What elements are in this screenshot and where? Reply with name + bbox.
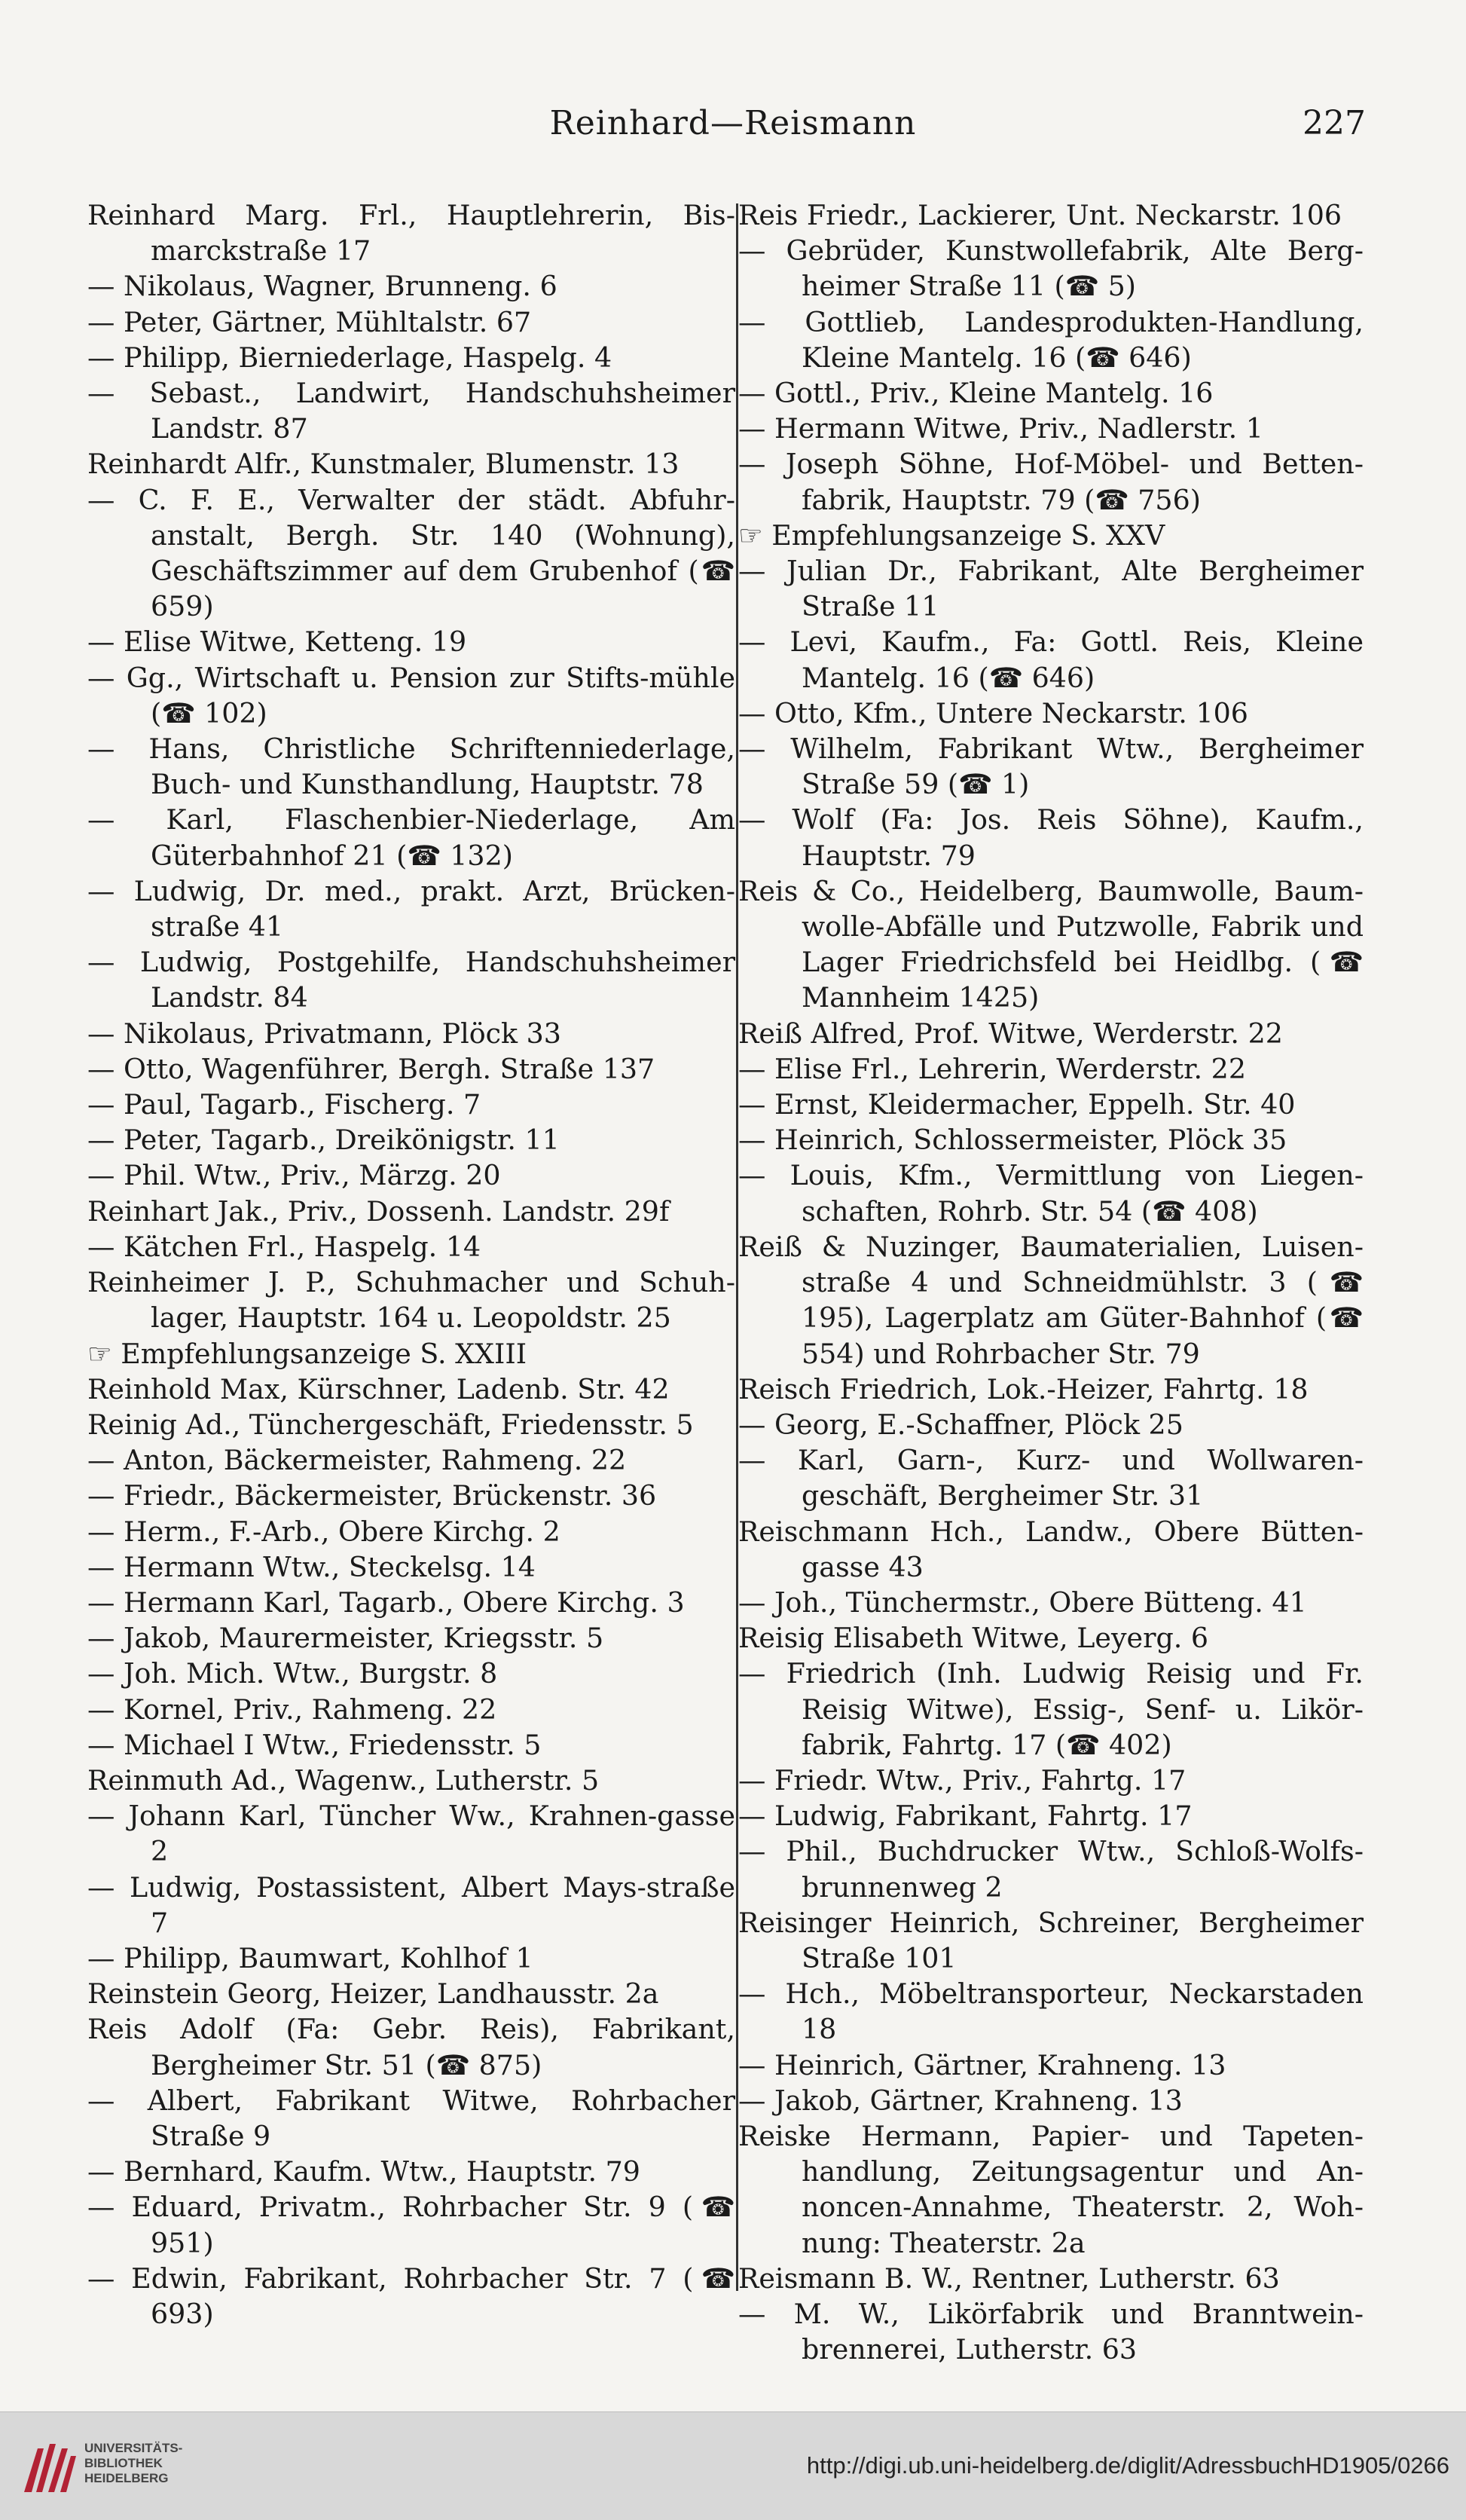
directory-entry: Reiske Hermann, Papier- und Tapeten-handlung, Zeitungsagentur und An-noncen-Annahme, Theaterstr. 2, Woh-nung: Theaterstr. 2a [738,2119,1364,2259]
directory-entry: — Wolf (Fa: Jos. Reis Söhne), Kaufm., Hauptstr. 79 [738,803,1364,872]
directory-entry: — Karl, Flaschenbier-Niederlage, Am Güterbahnhof 21 (☎ 132) [87,803,735,872]
directory-entry: Reischmann Hch., Landw., Obere Bütten-gasse 43 [738,1515,1364,1583]
directory-entry: — Joseph Söhne, Hof-Möbel- und Betten-fabrik, Hauptstr. 79 (☎ 756) [738,448,1364,516]
directory-entry: — Friedr. Wtw., Priv., Fahrtg. 17 [738,1763,1187,1797]
directory-entry: Reis Adolf (Fa: Gebr. Reis), Fabrikant, Bergheimer Str. 51 (☎ 875) [87,2013,735,2081]
right-column [738,197,1364,2367]
directory-entry: — Johann Karl, Tüncher Ww., Krahnen-gasse 2 [87,1800,735,1868]
directory-entry: — Joh. Mich. Wtw., Burgstr. 8 [87,1657,498,1690]
directory-entry: Reinheimer J. P., Schuhmacher und Schuh-lager, Hauptstr. 164 u. Leopoldstr. 25 [87,1266,735,1335]
directory-entry: Reis & Co., Heidelberg, Baumwolle, Baum-wolle-Abfälle und Putzwolle, Fabrik und Lager Friedrichsfeld bei Heidlbg. (☎ Mannheim 1425) [738,874,1364,1014]
directory-entry: — Phil. Wtw., Priv., Märzg. 20 [87,1159,501,1192]
directory-entry: — Otto, Wagenführer, Bergh. Straße 137 [87,1052,655,1085]
directory-entry: — Friedrich (Inh. Ludwig Reisig und Fr. Reisig Witwe), Essig-, Senf- u. Likör-fabrik, Fahrtg. 17 (☎ 402) [738,1657,1364,1761]
directory-entry: — Herm., F.-Arb., Obere Kirchg. 2 [87,1515,560,1548]
directory-entry: — Louis, Kfm., Vermittlung von Liegen-schaften, Rohrb. Str. 54 (☎ 408) [738,1159,1364,1228]
directory-entry: — Nikolaus, Wagner, Brunneng. 6 [87,270,557,303]
directory-entry: Reinhart Jak., Priv., Dossenh. Landstr. 29f [87,1194,670,1228]
directory-entry: — Jakob, Gärtner, Krahneng. 13 [738,2084,1183,2117]
directory-entry: — Gottl., Priv., Kleine Mantelg. 16 [738,377,1214,410]
directory-entry: Reinhard Marg. Frl., Hauptlehrerin, Bis-marckstraße 17 [87,199,735,268]
directory-entry: — Julian Dr., Fabrikant, Alte Bergheimer Straße 11 [738,555,1364,623]
page-number: 227 [1303,104,1366,142]
directory-entry: Reisinger Heinrich, Schreiner, Bergheimer Straße 101 [738,1906,1364,1974]
running-title: Reinhard—Reismann [549,104,917,142]
directory-entry: Reinstein Georg, Heizer, Landhausstr. 2a [87,1977,659,2011]
directory-entry: — Elise Frl., Lehrerin, Werderstr. 22 [738,1052,1246,1085]
directory-entry: — Heinrich, Gärtner, Krahneng. 13 [738,2048,1226,2081]
directory-entry: — Ernst, Kleidermacher, Eppelh. Str. 40 [738,1088,1296,1121]
directory-entry: — Heinrich, Schlossermeister, Plöck 35 [738,1124,1287,1157]
directory-entry: — C. F. E., Verwalter der städt. Abfuhr-anstalt, Bergh. Str. 140 (Wohnung), Geschäftszimmer auf dem Grubenhof (☎ 659) [87,483,735,623]
directory-entry: — Otto, Kfm., Untere Neckarstr. 106 [738,696,1248,729]
directory-entry: — Edwin, Fabrikant, Rohrbacher Str. 7 (☎ 693) [87,2262,735,2330]
directory-entry: — Ludwig, Dr. med., prakt. Arzt, Brücken-straße 41 [87,874,735,943]
left-column [87,197,735,2332]
directory-entry: Reinig Ad., Tünchergeschäft, Friedensstr. 5 [87,1408,694,1441]
footer-bar [0,2411,1466,2520]
directory-entry: — Peter, Tagarb., Dreikönigstr. 11 [87,1124,560,1157]
directory-entry: — Ludwig, Postgehilfe, Handschuhsheimer Landstr. 84 [87,946,735,1014]
directory-entry: — Eduard, Privatm., Rohrbacher Str. 9 (☎ 951) [87,2191,735,2259]
directory-entry: Reinhold Max, Kürschner, Ladenb. Str. 42 [87,1372,670,1405]
directory-entry: — Ludwig, Fabrikant, Fahrtg. 17 [738,1800,1193,1833]
directory-entry: Reismann B. W., Rentner, Lutherstr. 63 [738,2262,1280,2295]
directory-entry: — Hch., Möbeltransporteur, Neckarstaden 18 [738,1977,1364,2046]
directory-entry: — Nikolaus, Privatmann, Plöck 33 [87,1017,561,1050]
library-name: UNIVERSITÄTS- BIBLIOTHEK HEIDELBERG [84,2441,183,2485]
directory-entry: — Jakob, Maurermeister, Kriegsstr. 5 [87,1622,604,1655]
directory-entry: — Georg, E.-Schaffner, Plöck 25 [738,1408,1183,1441]
directory-entry: Reinmuth Ad., Wagenw., Lutherstr. 5 [87,1763,600,1797]
directory-entry: ☞ Empfehlungsanzeige S. XXV [738,518,1165,552]
directory-entry: ☞ Empfehlungsanzeige S. XXIII [87,1337,527,1370]
directory-entry: — Gg., Wirtschaft u. Pension zur Stifts-mühle (☎ 102) [87,661,735,729]
directory-entry: — Kornel, Priv., Rahmeng. 22 [87,1693,497,1726]
directory-entry: — Friedr., Bäckermeister, Brückenstr. 36 [87,1479,657,1512]
directory-entry: Reiß & Nuzinger, Baumaterialien, Luisen-straße 4 und Schneidmühlstr. 3 (☎ 195), Lagerplatz am Güter-Bahnhof (☎ 554) und Rohrbacher Str. 79 [738,1230,1364,1370]
directory-entry: — Peter, Gärtner, Mühltalstr. 67 [87,305,532,338]
directory-entry: Reiß Alfred, Prof. Witwe, Werderstr. 22 [738,1017,1283,1050]
directory-entry: — Wilhelm, Fabrikant Wtw., Bergheimer Straße 59 (☎ 1) [738,732,1364,801]
directory-entry: — Gebrüder, Kunstwollefabrik, Alte Berg-heimer Straße 11 (☎ 5) [738,234,1364,303]
directory-entry: — Hermann Witwe, Priv., Nadlerstr. 1 [738,412,1263,445]
directory-entry: — Hermann Wtw., Steckelsg. 14 [87,1550,536,1583]
directory-entry: — Elise Witwe, Ketteng. 19 [87,625,467,659]
source-url-link[interactable]: http://digi.ub.uni-heidelberg.de/diglit/AdressbuchHD1905/0266 [806,2452,1449,2479]
page-header [0,104,1466,149]
directory-entry: Reisig Elisabeth Witwe, Leyerg. 6 [738,1622,1209,1655]
directory-entry: — Ludwig, Postassistent, Albert Mays-straße 7 [87,1870,735,1939]
directory-entry: — Sebast., Landwirt, Handschuhsheimer Landstr. 87 [87,377,735,445]
directory-entry: — Paul, Tagarb., Fischerg. 7 [87,1088,481,1121]
directory-entry: — Kätchen Frl., Haspelg. 14 [87,1230,481,1263]
directory-entry: — Joh., Tünchermstr., Obere Bütteng. 41 [738,1586,1307,1619]
directory-entry: — Hans, Christliche Schriftenniederlage, Buch- und Kunsthandlung, Hauptstr. 78 [87,732,735,801]
directory-entry: — Bernhard, Kaufm. Wtw., Hauptstr. 79 [87,2155,640,2188]
directory-entry: — Philipp, Baumwart, Kohlhof 1 [87,1941,533,1974]
directory-entry: — Albert, Fabrikant Witwe, Rohrbacher Straße 9 [87,2084,735,2152]
directory-entry: — Anton, Bäckermeister, Rahmeng. 22 [87,1444,627,1477]
directory-entry: — Philipp, Bierniederlage, Haspelg. 4 [87,341,612,374]
directory-entry: — M. W., Likörfabrik und Branntwein-brennerei, Lutherstr. 63 [738,2297,1364,2366]
university-library-logo-icon [17,2433,84,2501]
directory-entry: — Gottlieb, Landesprodukten-Handlung, Kleine Mantelg. 16 (☎ 646) [738,305,1364,374]
directory-entry: Reis Friedr., Lackierer, Unt. Neckarstr. 106 [738,199,1342,231]
directory-entry: — Karl, Garn-, Kurz- und Wollwaren-geschäft, Bergheimer Str. 31 [738,1444,1364,1512]
directory-entry: Reinhardt Alfr., Kunstmaler, Blumenstr. 13 [87,448,680,481]
directory-entry: — Levi, Kaufm., Fa: Gottl. Reis, Kleine Mantelg. 16 (☎ 646) [738,625,1364,694]
directory-entry: — Phil., Buchdrucker Wtw., Schloß-Wolfs-brunnenweg 2 [738,1835,1364,1904]
directory-entry: Reisch Friedrich, Lok.-Heizer, Fahrtg. 18 [738,1372,1309,1405]
directory-entry: — Hermann Karl, Tagarb., Obere Kirchg. 3 [87,1586,685,1619]
directory-entry: — Michael I Wtw., Friedensstr. 5 [87,1728,542,1761]
